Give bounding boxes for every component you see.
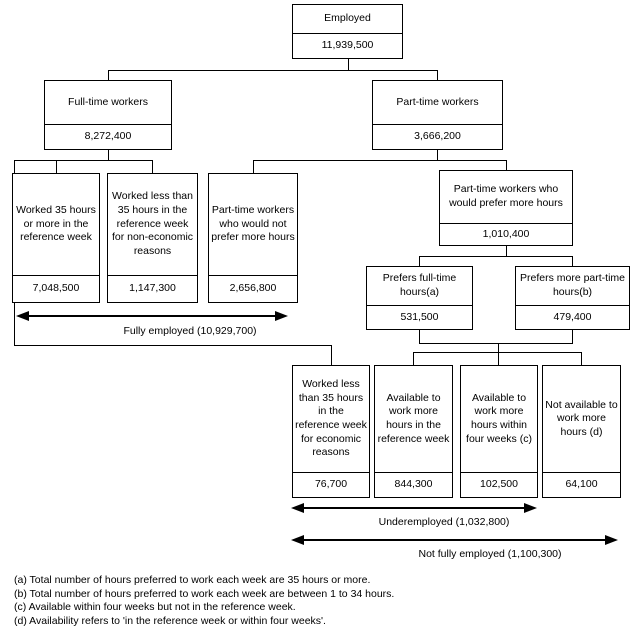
connector-line <box>498 352 499 365</box>
arrow-shaft <box>29 315 275 317</box>
footnote-a: (a) Total number of hours preferred to work each week are 35 hours or more. <box>14 574 371 586</box>
connector-line <box>152 160 153 173</box>
node-prefers-more-part-time <box>515 266 630 330</box>
connector-line <box>419 330 420 343</box>
connector-line <box>253 160 254 173</box>
node-label: Full-time workers <box>45 81 171 125</box>
node-label: Available to work more hours within four weeks (c) <box>461 366 537 473</box>
footnote-c: (c) Available within four weeks but not in the reference week. <box>14 601 296 613</box>
node-value: 7,048,500 <box>32 282 80 295</box>
node-value: 76,700 <box>314 478 348 491</box>
node-worked-35-or-more <box>12 173 100 303</box>
node-value: 531,500 <box>400 310 439 323</box>
node-value: 3,666,200 <box>414 130 461 143</box>
node-worked-less-economic <box>292 365 370 498</box>
node-value: 102,500 <box>480 478 518 491</box>
connector-line <box>419 256 420 266</box>
arrowhead-left-icon <box>291 535 304 545</box>
node-prefers-full-time <box>366 266 473 330</box>
connector-line <box>506 246 507 256</box>
node-label: Prefers more part-time hours(b) <box>516 267 629 306</box>
connector-line <box>437 150 438 160</box>
connector-line <box>108 150 109 160</box>
node-not-available <box>542 365 621 498</box>
arrowhead-right-icon <box>524 503 537 513</box>
node-employed <box>292 4 403 59</box>
arrowhead-left-icon <box>16 311 29 321</box>
connector-line <box>108 70 109 80</box>
node-value: 2,656,800 <box>229 282 277 295</box>
node-label: Part-time workers <box>373 81 502 125</box>
footnotes <box>14 574 394 628</box>
connector-line <box>331 345 332 365</box>
node-value: 64,100 <box>565 478 598 491</box>
node-value: 11,939,500 <box>321 39 374 52</box>
connector-line <box>348 59 349 70</box>
node-label: Worked less than 35 hours in the reference week for economic reasons <box>293 366 369 473</box>
node-label: Worked 35 hours or more in the reference week <box>13 174 99 276</box>
connector-line <box>572 330 573 343</box>
not-fully-employed-label: Not fully employed (1,100,300) <box>418 548 562 560</box>
connector-line <box>14 345 331 346</box>
node-available-reference-week <box>374 365 453 498</box>
node-value: 1,147,300 <box>129 282 176 295</box>
node-label: Part-time workers who would not prefer more hours <box>209 174 297 276</box>
connector-line <box>56 160 57 173</box>
underemployed-label: Underemployed (1,032,800) <box>378 516 510 528</box>
connector-line <box>108 70 438 71</box>
node-pt-would-not-prefer <box>208 173 298 303</box>
footnote-b: (b) Total number of hours preferred to work each week are between 1 to 34 hours. <box>14 587 395 600</box>
node-available-four-weeks <box>460 365 538 498</box>
node-worked-less-non-economic <box>107 173 198 303</box>
node-label: Employed <box>293 5 402 34</box>
connector-line <box>506 160 507 170</box>
connector-line <box>419 256 572 257</box>
not-fully-employed-range-arrow <box>291 535 618 545</box>
connector-line <box>253 160 506 161</box>
arrowhead-right-icon <box>275 311 288 321</box>
footnote-d: (d) Availability refers to 'in the reference week or within four weeks'. <box>14 614 326 627</box>
fully-employed-range-arrow <box>16 311 288 321</box>
node-pt-would-prefer <box>439 170 573 246</box>
node-full-time-workers <box>44 80 172 150</box>
node-value: 1,010,400 <box>482 227 530 240</box>
connector-line <box>14 160 153 161</box>
connector-line <box>572 256 573 266</box>
arrow-shaft <box>304 539 605 541</box>
node-label: Worked less than 35 hours in the reference week for non-economic reasons <box>108 174 197 276</box>
connector-line <box>437 70 438 80</box>
node-value: 479,400 <box>553 310 592 323</box>
connector-line <box>413 352 414 365</box>
node-value: 8,272,400 <box>84 130 132 143</box>
connector-line <box>419 343 573 344</box>
node-label: Not available to work more hours (d) <box>543 366 620 473</box>
node-label: Available to work more hours in the reference week <box>375 366 452 473</box>
node-part-time-workers <box>372 80 503 150</box>
connector-line <box>498 343 499 352</box>
arrowhead-left-icon <box>291 503 304 513</box>
arrow-shaft <box>304 507 524 509</box>
node-label: Part-time workers who would prefer more hours <box>440 171 572 224</box>
underemployed-range-arrow <box>291 503 537 513</box>
fully-employed-label: Fully employed (10,929,700) <box>123 325 257 337</box>
node-value: 844,300 <box>394 478 433 491</box>
connector-line <box>581 352 582 365</box>
arrowhead-right-icon <box>605 535 618 545</box>
node-label: Prefers full-time hours(a) <box>367 267 472 306</box>
